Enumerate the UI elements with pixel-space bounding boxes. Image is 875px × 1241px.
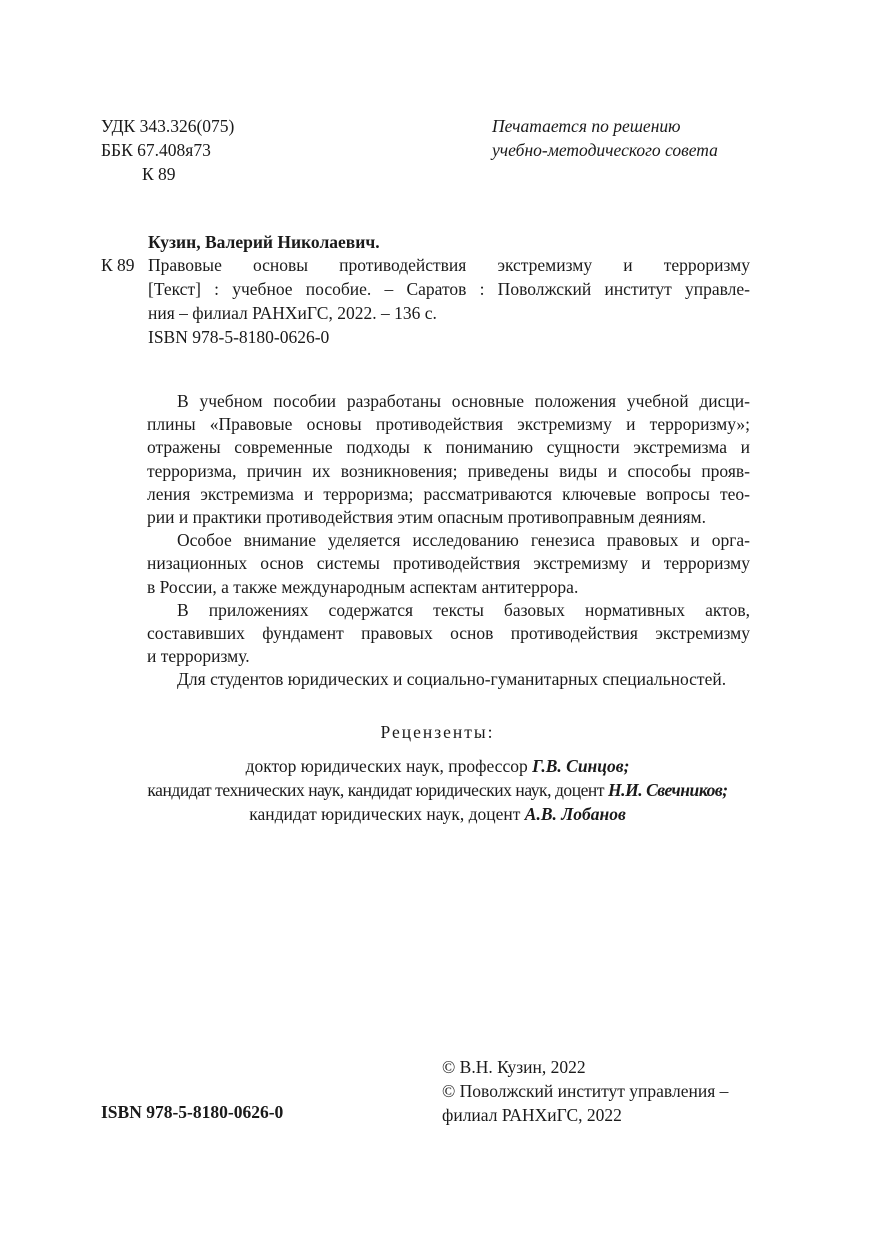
author-mark: К 89 <box>142 164 176 184</box>
approval-line-2: учебно-методического совета <box>492 140 718 160</box>
abstract-line: Особое внимание уделяется исследованию генезиса правовых и орга- <box>177 530 750 551</box>
abstract-line: в России, а также международным аспектам антитеррора. <box>147 576 579 597</box>
bibliographic-line: Правовые основы противодействия экстремизму и терроризму <box>148 255 750 275</box>
abstract-line: В учебном пособии разработаны основные положения учебной дисци- <box>177 391 750 411</box>
bibliographic-line: [Текст] : учебное пособие. – Саратов : Поволжский институт управле- <box>148 279 750 299</box>
reviewer-title: кандидат юридических наук, доцент <box>249 804 525 824</box>
reviewers-heading: Рецензенты: <box>380 722 495 742</box>
bbk-code: ББК 67.408я73 <box>101 140 211 160</box>
abstract <box>147 390 750 692</box>
reviewer-item <box>0 754 875 778</box>
abstract-line: рии и практики противодействия этим опасным противоправным деяниям. <box>147 507 706 528</box>
abstract-line: терроризма, причин их возникновения; приведены виды и способы прояв- <box>147 460 750 481</box>
abstract-line: ления экстремизма и терроризма; рассматриваются ключевые вопросы тео- <box>147 483 750 504</box>
abstract-line: Для студентов юридических и социально-гуманитарных специальностей. <box>177 669 727 690</box>
isbn-footer: ISBN 978-5-8180-0626-0 <box>101 1102 284 1122</box>
abstract-line: В приложениях содержатся тексты базовых нормативных актов, <box>177 599 750 620</box>
bibliographic-isbn: ISBN 978-5-8180-0626-0 <box>148 327 330 347</box>
copyright-institute: © Поволжский институт управления – <box>442 1081 729 1101</box>
copyright-block <box>442 1055 728 1127</box>
reviewer-item <box>0 778 875 802</box>
copyright-institute-cont: филиал РАНХиГС, 2022 <box>442 1105 622 1125</box>
reviewer-title: доктор юридических наук, профессор <box>245 756 533 776</box>
copyright-author: © В.Н. Кузин, 2022 <box>442 1057 586 1077</box>
reviewer-name: Н.И. Свечников; <box>607 780 728 800</box>
classification-block <box>101 114 234 186</box>
reviewer-name: А.В. Лобанов <box>524 804 626 824</box>
bibliographic-description <box>148 253 750 349</box>
reviewer-item <box>0 802 875 826</box>
reviewer-name: Г.В. Синцов; <box>532 756 630 776</box>
abstract-line: отражены современные подходы к пониманию сущности экстремизма и <box>147 437 750 458</box>
bibliographic-author-mark: К 89 <box>101 255 135 275</box>
approval-line-1: Печатается по решению <box>492 116 681 136</box>
reviewer-title: кандидат технических наук, кандидат юридических наук, доцент <box>147 780 608 800</box>
author-name: Кузин, Валерий Николаевич. <box>148 232 380 252</box>
abstract-line: плины «Правовые основы противодействия экстремизму и терроризму»; <box>147 414 750 435</box>
abstract-line: низационных основ системы противодействия экстремизму и терроризму <box>147 553 750 574</box>
abstract-line: и терроризму. <box>147 646 250 667</box>
bibliographic-line: ния – филиал РАНХиГС, 2022. – 136 с. <box>148 303 437 323</box>
abstract-line: составивших фундамент правовых основ противодействия экстремизму <box>147 623 750 644</box>
reviewers-list <box>0 754 875 826</box>
udk-code: УДК 343.326(075) <box>101 116 235 136</box>
approval-note <box>492 114 718 162</box>
